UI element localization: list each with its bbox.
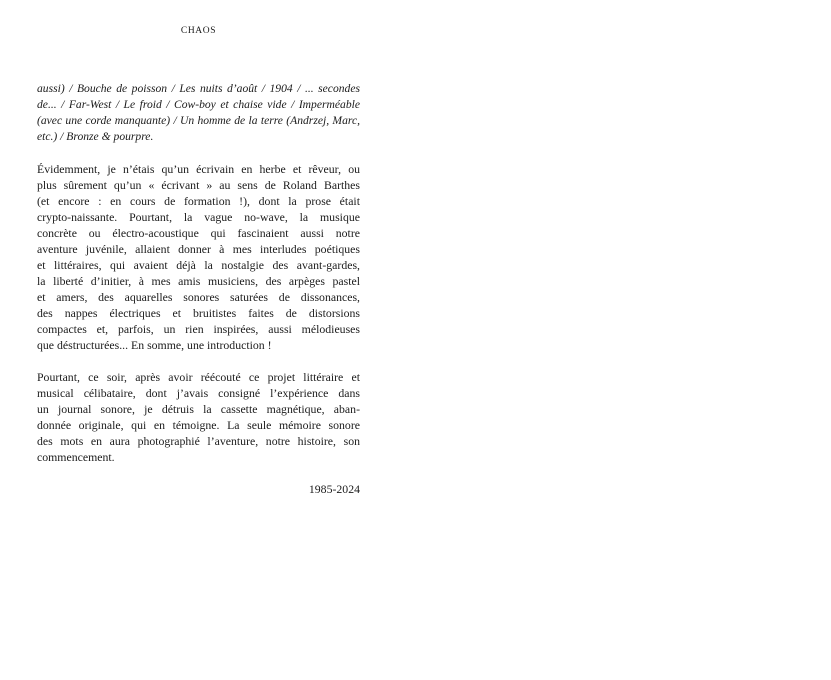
text-line: et littéraires, qui avaient déjà la nostalgie des avant-gardes,: [37, 258, 360, 272]
running-header: CHAOS: [180, 26, 217, 36]
text-line: (et encore : en cours de formation !), dont la prose était: [37, 194, 360, 208]
text-line: donnée originale, qui en témoigne. La seule mémoire sonore: [37, 418, 360, 432]
text-line: commencement.: [37, 450, 115, 464]
work-titles-list: [37, 81, 360, 145]
text-line: des nappes électriques et bruitistes faites de distorsions: [37, 306, 360, 320]
paragraph-2: [37, 369, 360, 465]
text-line: et amers, des aquarelles sonores saturées de dissonances,: [37, 290, 360, 304]
text-line: musical célibataire, dont j’avais consigné l’expérience dans: [37, 386, 360, 400]
page-body: [37, 81, 360, 465]
text-line: etc.) / Bronze & pourpre.: [37, 130, 154, 143]
text-line: des mots en aura photographié l’aventure, notre histoire, son: [37, 434, 360, 448]
text-line: concrète ou électro-acoustique qui fascinaient aussi notre: [37, 226, 360, 240]
text-line: un journal sonore, je détruis la cassette magnétique, aban-: [37, 402, 360, 416]
text-line: plus sûrement qu’un « écrivant » au sens de Roland Barthes: [37, 178, 360, 192]
date-range: 1985-2024: [308, 482, 360, 496]
text-line: crypto-naissante. Pourtant, la vague no-wave, la musique: [37, 210, 360, 224]
text-line: aussi) / Bouche de poisson / Les nuits d’août / 1904 / ... secondes: [37, 82, 360, 95]
paragraph-1: [37, 161, 360, 353]
text-line: de... / Far-West / Le froid / Cow-boy et chaise vide / Imperméable: [37, 98, 360, 111]
text-line: compactes et, parfois, un rien inspirées, aussi mélodieuses: [37, 322, 360, 336]
text-line: (avec une corde manquante) / Un homme de la terre (Andrzej, Marc,: [37, 114, 360, 127]
text-line: Évidemment, je n’étais qu’un écrivain en herbe et rêveur, ou: [37, 162, 360, 176]
text-line: la liberté d’initier, à mes amis musiciens, des arpèges pastel: [37, 274, 360, 288]
text-column: [37, 25, 360, 497]
text-line: aventure juvénile, allaient donner à mes interludes poétiques: [37, 242, 360, 256]
text-line: Pourtant, ce soir, après avoir réécouté ce projet littéraire et: [37, 370, 360, 384]
text-line: que déstructurées... En somme, une introduction !: [37, 338, 272, 352]
